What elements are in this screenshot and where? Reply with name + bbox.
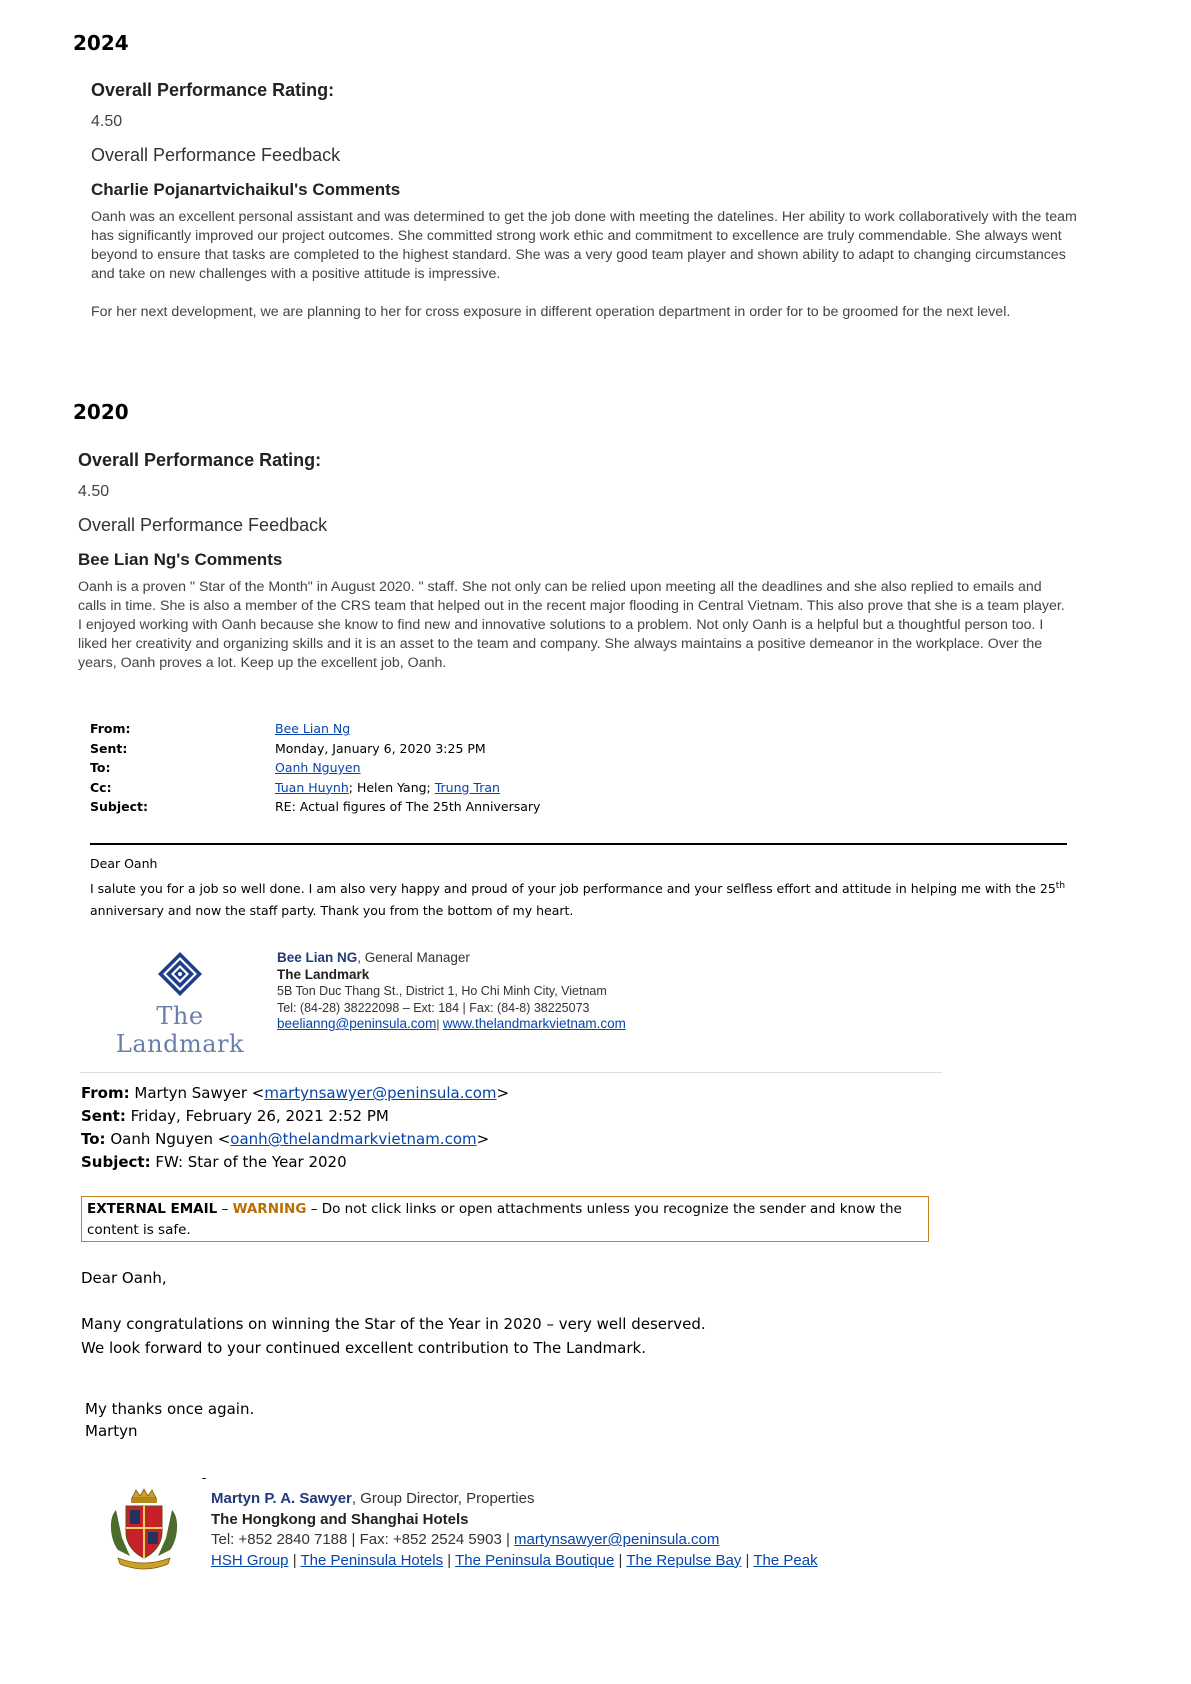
link-peninsula-hotels[interactable]: The Peninsula Hotels <box>300 1551 444 1569</box>
cc-separator: ; Helen Yang; <box>348 779 435 795</box>
from-label: From: <box>90 721 131 736</box>
sent-label: Sent: <box>81 1107 126 1125</box>
cc-label: Cc: <box>90 779 112 795</box>
body-text <box>90 875 1070 922</box>
warning-text: – Do not click links or open attachments unless you recognize the sender and know the content is safe. <box>87 1201 902 1238</box>
from-label: From: <box>81 1084 130 1102</box>
link-peninsula-boutique[interactable]: The Peninsula Boutique <box>455 1551 615 1569</box>
link-the-peak[interactable]: The Peak <box>753 1551 818 1569</box>
comment-paragraph: Oanh is a proven " Star of the Month" in August 2020. " staff. She not only can be relied upon meeting all the deadlines and she also replied to emails and calls in time. She is also a member of the CRS team that helped out in the recent major flooding in Central Vietnam. This also prove that she is a team player. I enjoyed working with Oanh because she know to find new and innovative solutions to a problem. Not only Oanh is a helpful but a thoughtful person too. I liked her creativity and organizing skills and it is an asset to the team and company. She always maintains a positive demeanor in the workplace. Over the years, Oanh proves a lot. Keep up the excellent job, Oanh. <box>78 579 1065 671</box>
comment-paragraph: Oanh was an excellent personal assistant and was determined to get the job done with meeting the datelines. Her ability to work collaboratively with the team has significantly improved our project outcomes. She committed strong work ethic and commitment to excellence are truly commendable. She always went beyond to ensure that tasks are completed to the highest standard. She was a very good team player and shown ability to adapt to changing circumstances and take on new challenges with a positive attitude is impressive. <box>91 209 1077 282</box>
landmark-logo <box>100 950 260 1058</box>
signature-org: The Hongkong and Shanghai Hotels <box>211 1510 469 1528</box>
warning-dash: – <box>217 1201 233 1217</box>
from-name: Martyn Sawyer < <box>129 1084 265 1102</box>
signature-1 <box>277 950 626 1033</box>
rating-value: 4.50 <box>78 483 110 500</box>
subject-value: RE: Actual figures of The 25th Anniversary <box>275 799 541 814</box>
rating-label: Overall Performance Rating: <box>91 80 335 100</box>
signature-phone: Tel: (84-28) 38222098 – Ext: 184 | Fax: (84-8) 38225073 <box>277 1000 590 1015</box>
hsh-crest-logo <box>104 1488 184 1570</box>
rating-label: Overall Performance Rating: <box>78 450 322 470</box>
signature-links <box>211 1551 818 1572</box>
greeting: Dear Oanh, <box>81 1269 167 1287</box>
review-2024 <box>91 80 1081 322</box>
body-line: Many congratulations on winning the Star of the Year in 2020 – very well deserved. <box>81 1315 706 1333</box>
link-hsh-group[interactable]: HSH Group <box>211 1551 289 1569</box>
link-separator: | <box>614 1551 627 1569</box>
email-header-1 <box>90 721 540 819</box>
logo-text: The Landmark <box>115 1002 245 1058</box>
comment-paragraph: For her next development, we are planning to her for cross exposure in different operation department in order for to be groomed for the next level. <box>91 304 1011 320</box>
signoff: Martyn <box>85 1422 138 1440</box>
sent-label: Sent: <box>90 740 128 756</box>
to-email-link[interactable]: oanh@thelandmarkvietnam.com <box>230 1130 477 1148</box>
year-heading-2024: 2024 <box>73 31 129 55</box>
divider <box>80 1072 942 1073</box>
to-label: To: <box>90 760 111 775</box>
year-heading-2020: 2020 <box>73 400 129 424</box>
email-header-2 <box>81 1082 509 1174</box>
dash: - <box>202 1470 207 1485</box>
from-link[interactable]: Bee Lian Ng <box>275 721 351 736</box>
warning-lead: EXTERNAL EMAIL <box>87 1201 218 1217</box>
to-link[interactable]: Oanh Nguyen <box>275 760 361 775</box>
subject-value: FW: Star of the Year 2020 <box>150 1153 347 1171</box>
signature-email-link[interactable]: martynsawyer@peninsula.com <box>514 1531 720 1548</box>
signature-address: 5B Ton Duc Thang St., District 1, Ho Chi Minh City, Vietnam <box>277 984 607 998</box>
signature-web-link[interactable]: www.thelandmarkvietnam.com <box>442 1016 626 1031</box>
signature-title: , Group Director, Properties <box>351 1490 535 1507</box>
signature-org: The Landmark <box>277 966 370 982</box>
comments-title: Charlie Pojanartvichaikul's Comments <box>91 180 401 199</box>
sent-value: Friday, February 26, 2021 2:52 PM <box>125 1107 389 1125</box>
link-separator: | <box>443 1551 456 1569</box>
body-part: anniversary and now the staff party. Thank you from the bottom of my heart. <box>90 903 574 919</box>
to-name: Oanh Nguyen < <box>105 1130 231 1148</box>
subject-label: Subject: <box>90 799 148 814</box>
feedback-label: Overall Performance Feedback <box>91 145 341 165</box>
feedback-label: Overall Performance Feedback <box>78 515 328 535</box>
external-email-warning <box>81 1196 929 1242</box>
cc-link[interactable]: Trung Tran <box>434 779 500 795</box>
link-separator: | <box>288 1551 301 1569</box>
sent-value: Monday, January 6, 2020 3:25 PM <box>275 740 486 756</box>
signature-name: Martyn P. A. Sawyer <box>211 1490 352 1507</box>
comments-title: Bee Lian Ng's Comments <box>78 550 283 569</box>
signature-email-link[interactable]: beelianng@peninsula.com <box>277 1016 437 1031</box>
subject-label: Subject: <box>81 1153 151 1171</box>
rating-value: 4.50 <box>91 113 123 130</box>
warning-word: WARNING <box>232 1201 307 1217</box>
email-body-1 <box>90 856 1070 922</box>
body-part: I salute you for a job so well done. I am also very happy and proud of your job performance and your selfless effort and attitude in helping me with the 25 <box>90 881 1056 897</box>
greeting: Dear Oanh <box>90 856 158 871</box>
body-superscript: th <box>1055 881 1066 891</box>
bracket: > <box>496 1084 510 1102</box>
to-label: To: <box>81 1130 106 1148</box>
link-separator: | <box>741 1551 754 1569</box>
bracket: > <box>476 1130 490 1148</box>
body-line: We look forward to your continued excellent contribution to The Landmark. <box>81 1339 646 1357</box>
signature-name: Bee Lian NG <box>277 950 358 965</box>
cc-link[interactable]: Tuan Huynh <box>275 779 349 795</box>
divider <box>90 843 1067 845</box>
signature-2 <box>211 1489 818 1571</box>
review-2020 <box>78 450 1068 673</box>
from-email-link[interactable]: martynsawyer@peninsula.com <box>264 1084 497 1102</box>
signature-separator: | <box>436 1017 443 1031</box>
link-repulse-bay[interactable]: The Repulse Bay <box>626 1551 742 1569</box>
thanks-line: My thanks once again. <box>85 1400 255 1418</box>
signature-title: , General Manager <box>357 950 470 965</box>
signature-phone: Tel: +852 2840 7188 | Fax: +852 2524 5903 | <box>211 1531 515 1548</box>
crest-icon <box>104 1488 184 1570</box>
